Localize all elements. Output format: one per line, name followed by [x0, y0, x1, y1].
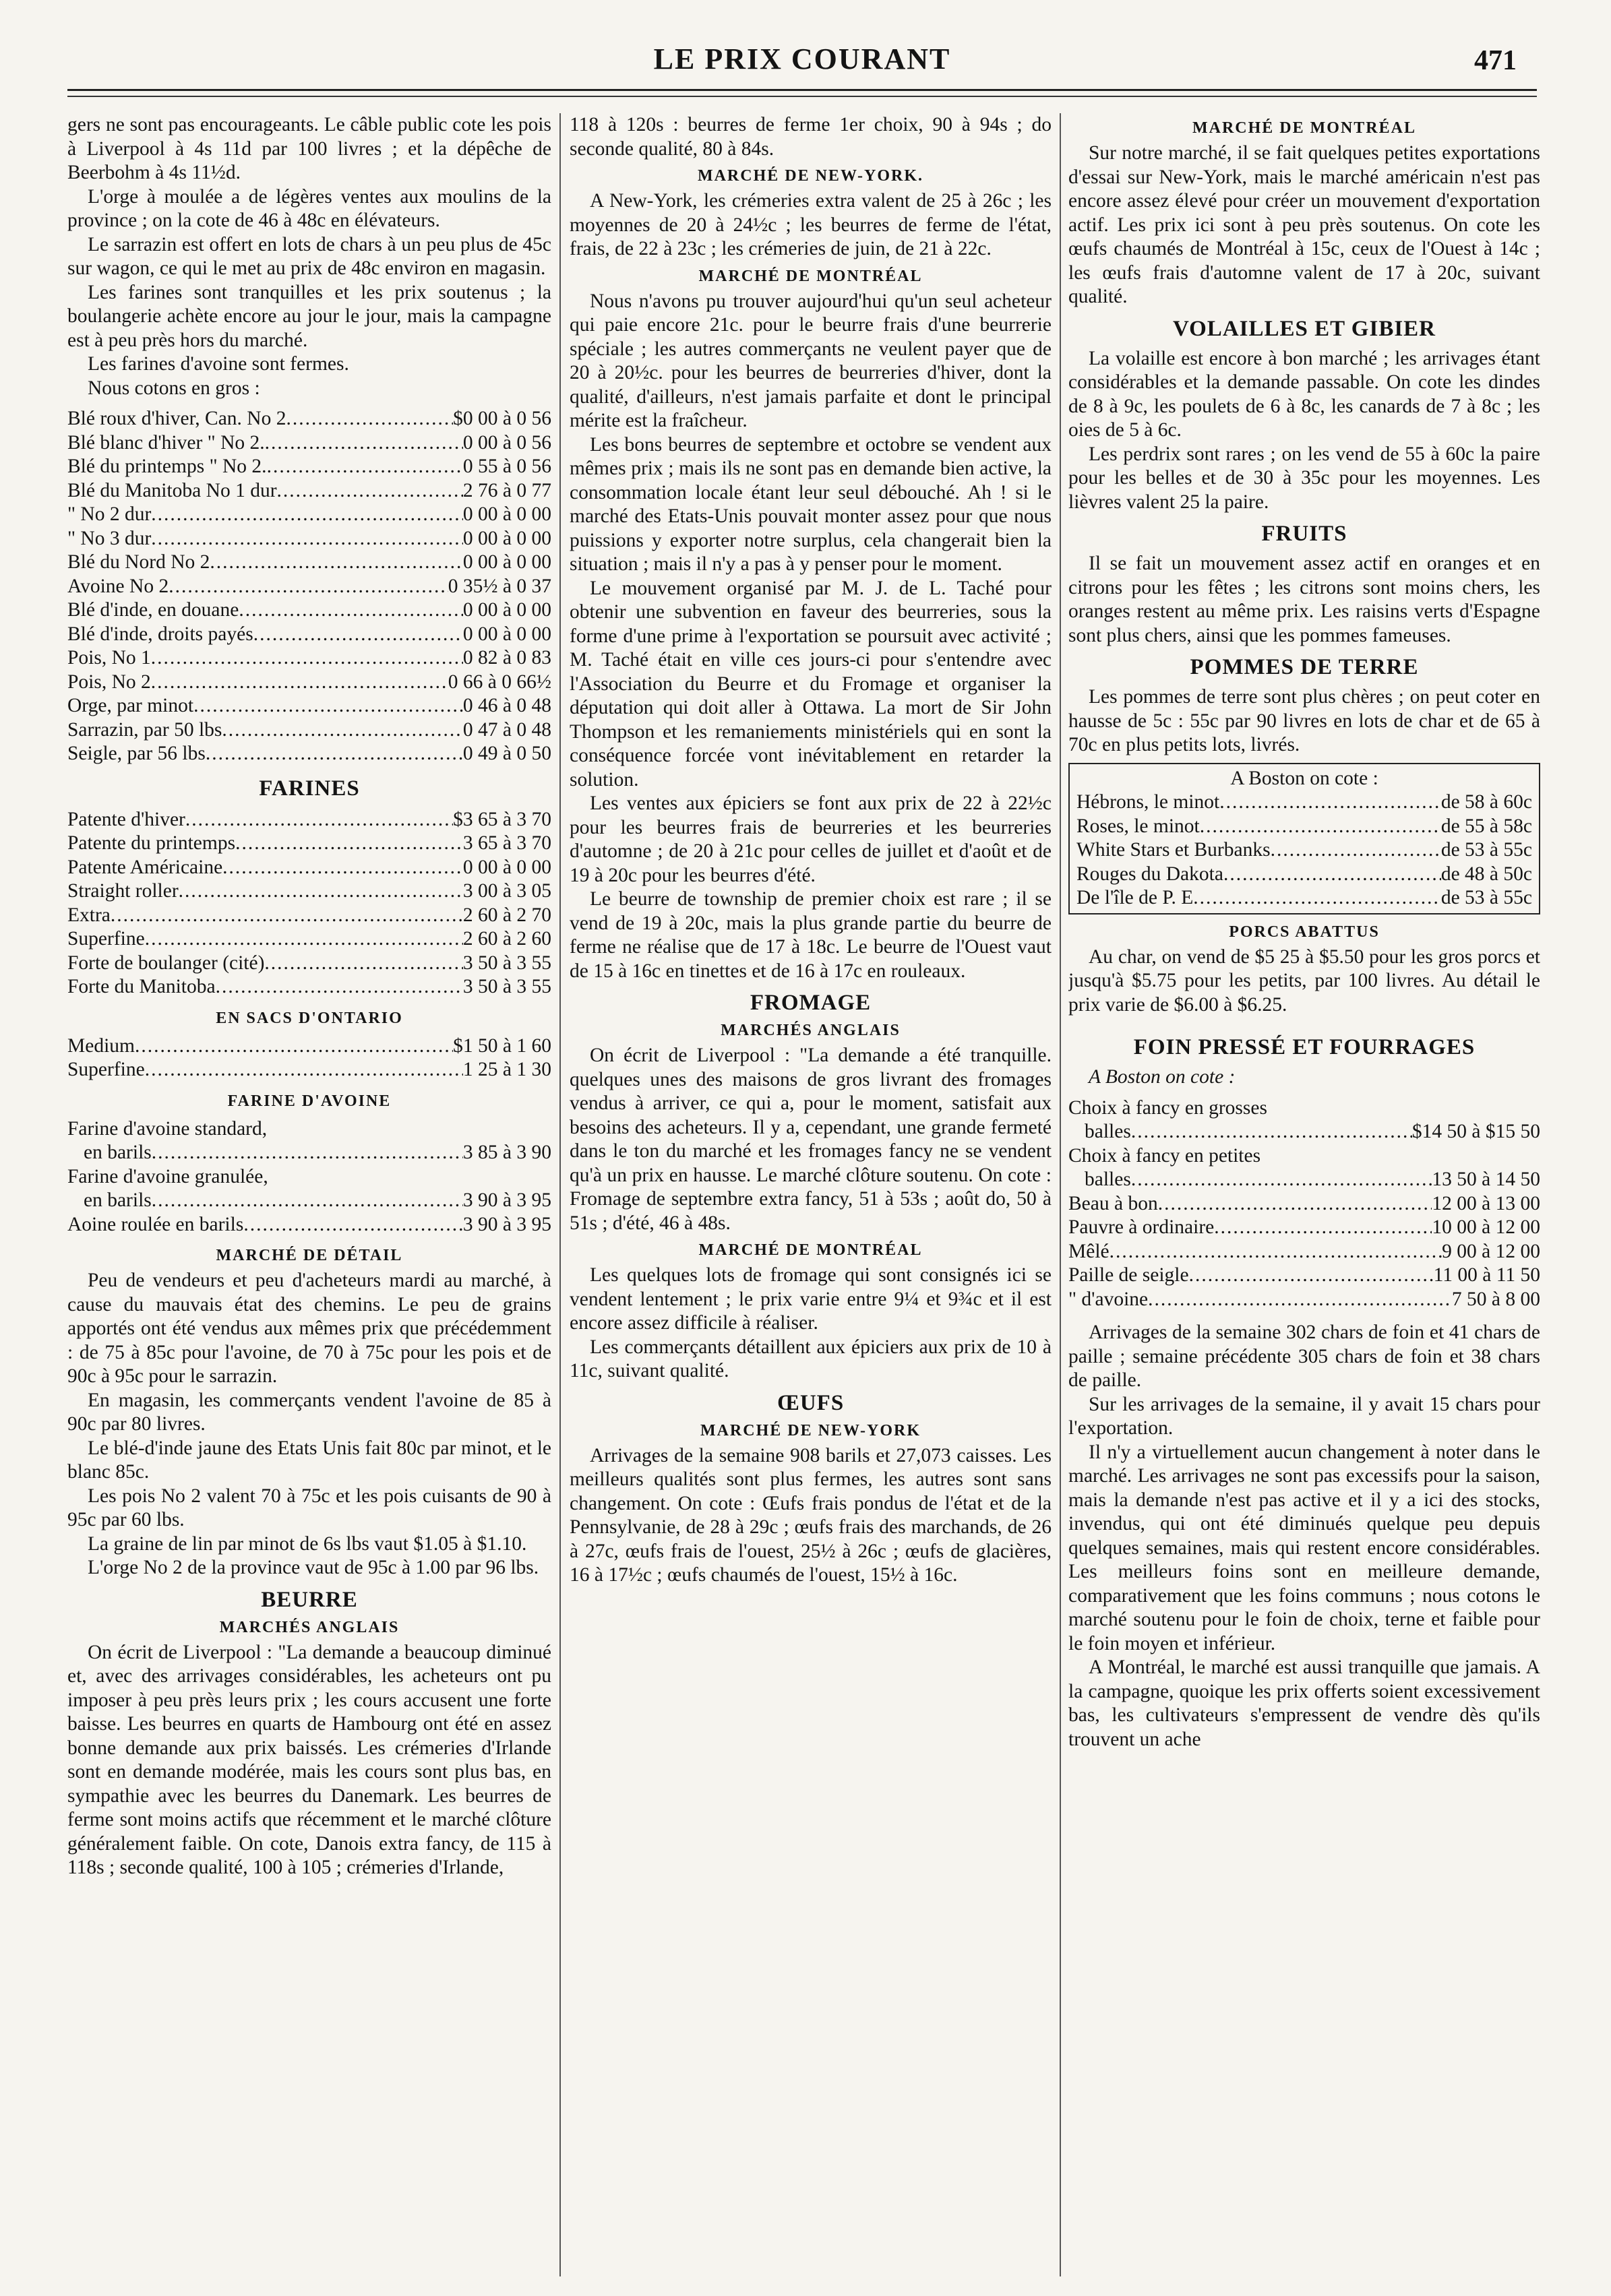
paragraph: En magasin, les commerçants vendent l'avoine de 85 à 90c par 80 livres.	[67, 1389, 551, 1435]
section-heading: FOIN PRESSÉ ET FOURRAGES	[1133, 1035, 1476, 1059]
paragraph: Les ventes aux épiciers se font aux prix de 22 à 22½c pour les beurres frais de beurreries et les beurreries d'automne ; de 20 à 21c pour celles de juillet et d'août et de 19 à 20c pour les beurres d'été.	[570, 793, 1052, 886]
section-heading: POMMES DE TERRE	[1190, 655, 1419, 679]
price-row: White Stars et Burbanks ..... de 53 à 55c	[1076, 838, 1532, 863]
price-row-label: Choix à fancy en petites	[1068, 1144, 1261, 1167]
paragraph: Les quelques lots de fromage qui sont consignés ici se vendent lentement ; le prix varie entre 9¼ et 9¾c et il est encore assez difficile à réaliser.	[570, 1264, 1052, 1334]
price-row: " No 3 dur ..... 0 00 à 0 00	[67, 527, 551, 551]
paragraph: Les commerçants détaillent aux épiciers aux prix de 10 à 11c, suivant qualité.	[570, 1336, 1052, 1382]
price-row: Blé d'inde, en douane ..... 0 00 à 0 00	[67, 598, 551, 623]
paragraph: Il se fait un mouvement assez actif en oranges et en citrons pour les fêtes ; les citrons sont moins chers, les oranges restent au même prix. Les raisins verts d'Espagne sont plus chers, ainsi que les pommes fameuses.	[1068, 553, 1540, 646]
price-row: De l'île de P. E ..... de 53 à 55c	[1076, 886, 1532, 910]
price-row: Beau à bon ..... 12 00 à 13 00	[1068, 1192, 1540, 1216]
paragraph: gers ne sont pas encourageants. Le câble public cote les pois à Liverpool à 4s 11d par 100 livres ; et la dépêche de Beerbohm à 4s 11½d.	[67, 114, 551, 183]
price-row-label: Farine d'avoine standard,	[67, 1117, 268, 1140]
price-row: Seigle, par 56 lbs ..... 0 49 à 0 50	[67, 742, 551, 766]
column-divider	[559, 113, 561, 2276]
price-row: Forte de boulanger (cité) ..... 3 50 à 3 55	[67, 952, 551, 976]
paragraph: Les pois No 2 valent 70 à 75c et les pois cuisants de 90 à 95c par 60 lbs.	[67, 1485, 551, 1530]
paragraph: Nous cotons en gros :	[88, 377, 260, 399]
subsection-heading: MARCHÉ DE DÉTAIL	[216, 1247, 403, 1264]
price-row: Medium ..... $1 50 à 1 60	[67, 1034, 551, 1059]
price-row: en barils ..... 3 90 à 3 95	[67, 1189, 551, 1213]
column-3	[1068, 113, 1540, 2276]
list-intro: A Boston on cote :	[1089, 1066, 1236, 1088]
price-row: Forte du Manitoba ..... 3 50 à 3 55	[67, 975, 551, 999]
column-2	[570, 113, 1052, 2276]
paragraph: On écrit de Liverpool : "La demande a été tranquille. quelques unes des maisons de gros livrant des fromages vendus à arriver, ce qui a, pour le moment, satisfait aux besoins des acheteurs. Il y a, cependant, une grande fermeté dans le ton du marché et les fromages fancy ne se vendent qu'à un prix en hausse. Le marché clôture soutenu. On cote : Fromage de septembre extra fancy, 51 à 53s ; août do, 50 à 51s ; d'été, 46 à 48s.	[570, 1045, 1052, 1234]
oat-flour-price-list	[67, 1117, 551, 1237]
price-row: " d'avoine ..... 7 50 à 8 00	[1068, 1288, 1540, 1312]
price-row: Extra ..... 2 60 à 2 70	[67, 904, 551, 928]
paragraph: La volaille est encore à bon marché ; les arrivages étant considérables et la demande passable. On cote les dindes de 8 à 9c, les poulets de 6 à 8c, les canards de 7 à 8c ; les oies de 5 à 6c.	[1068, 347, 1540, 441]
price-row: Roses, le minot ..... de 55 à 58c	[1076, 815, 1532, 839]
paragraph: Peu de vendeurs et peu d'acheteurs mardi au marché, à cause du mauvais état des chemins. Le peu de grains apportés ont été vendus aux mêmes prix que précédemment : de 75 à 85c pour l'avoine, de 70 à 75c pour les pois et de 90c à 95c pour le sarrazin.	[67, 1270, 551, 1387]
price-row: Superfine ..... 1 25 à 1 30	[67, 1058, 551, 1082]
price-row: Patente du printemps ..... 3 65 à 3 70	[67, 832, 551, 856]
section-heading: FARINES	[259, 776, 360, 801]
price-row: Pauvre à ordinaire ..... 10 00 à 12 00	[1068, 1216, 1540, 1240]
price-row: balles ..... $14 50 à $15 50	[1068, 1120, 1540, 1144]
price-row: balles ..... 13 50 à 14 50	[1068, 1168, 1540, 1192]
header-rule	[67, 96, 1537, 97]
subsection-heading: MARCHÉ DE MONTRÉAL	[698, 267, 923, 285]
page-number: 471	[1474, 45, 1517, 76]
hay-price-list	[1068, 1096, 1540, 1312]
price-row-label: Farine d'avoine granulée,	[67, 1165, 268, 1187]
paragraph: Les perdrix sont rares ; on les vend de 55 à 60c la paire pour les belles et de 30 à 35c pour les moyennes. Les lièvres valent 25 la paire.	[1068, 443, 1540, 513]
subsection-heading: MARCHÉ DE NEW-YORK	[700, 1421, 921, 1439]
price-row: Orge, par minot ..... 0 46 à 0 48	[67, 694, 551, 718]
price-row-label: Choix à fancy en grosses	[1068, 1096, 1267, 1119]
section-heading: BEURRE	[261, 1587, 358, 1612]
price-row: Sarrazin, par 50 lbs ..... 0 47 à 0 48	[67, 718, 551, 743]
grain-price-list	[67, 407, 551, 766]
paragraph: Les pommes de terre sont plus chères ; on peut coter en hausse de 5c : 55c par 90 livres en lots de char et de 65 à 70c en plus petits lots, livrés.	[1068, 686, 1540, 755]
boston-potato-prices	[1068, 763, 1540, 914]
paragraph: Arrivages de la semaine 908 barils et 27,073 caisses. Les meilleurs qualités sont plus fermes, les autres sont sans changement. On cote : Œufs frais pondus de l'état et de la Pennsylvanie, de 28 à 29c ; œufs frais des marchands, de 26 à 27c, œufs frais de l'ouest, 25½ à 26c ; œufs de glacières, 16 à 17½c ; œufs chaumés de l'ouest, 15½ à 16c.	[570, 1444, 1052, 1586]
price-row: Blé blanc d'hiver " No 2. ..... 0 00 à 0 56	[67, 431, 551, 456]
price-row: Pois, No 2 ..... 0 66 à 0 66½	[67, 671, 551, 695]
price-row: Blé du printemps " No 2. ..... 0 55 à 0 56	[67, 455, 551, 479]
price-row: Patente Américaine ..... 0 00 à 0 00	[67, 856, 551, 880]
paragraph: Le sarrazin est offert en lots de chars à un peu plus de 45c sur wagon, ce qui le met au prix de 48c environ en magasin.	[67, 233, 551, 279]
paragraph: Sur notre marché, il se fait quelques petites exportations d'essai sur New-York, mais le marché américain n'est pas encore assez élevé pour créer un mouvement d'exportation actif. Les prix ici sont à peu près soutenus. On cote les œufs chaumés de Montréal à 15c, ceux de l'Ouest à 14c ; les œufs frais d'automne valent de 17 à 20c, suivant qualité.	[1068, 142, 1540, 307]
paragraph: Les bons beurres de septembre et octobre se vendent aux mêmes prix ; mais ils ne sont pas en demande bien active, la consommation locale étant leur seul débouché. Ah ! si le marché des Etats-Unis pouvait monter assez pour que nous puissions y exporter notre surplus, cela changerait bien la situation ; mais il n'y a pas à y penser pour le moment.	[570, 433, 1052, 575]
paragraph: Le mouvement organisé par M. J. de L. Taché pour obtenir une subvention en faveur des beurreries, sous la forme d'une prime à l'exportation se poursuit avec activité ; M. Taché était en ville ces jours-ci pour s'entendre avec l'Association du Beurre et du Fromage et organiser la députation qui doit aller à Ottawa. La mort de Sir John Thompson et les remaniements ministériels qui en sont la conséquence forcée vont inévitablement en retarder la solution.	[570, 577, 1052, 790]
paragraph: A New-York, les crémeries extra valent de 25 à 26c ; les moyennes de 20 à 24½c ; les beurres de ferme de l'état, frais, de 22 à 23c ; les crémeries de juin, de 21 à 22c.	[570, 190, 1052, 259]
paragraph: Le blé-d'inde jaune des Etats Unis fait 80c par minot, et le blanc 85c.	[67, 1437, 551, 1483]
price-row: Blé du Nord No 2 ..... 0 00 à 0 00	[67, 551, 551, 575]
paragraph: La graine de lin par minot de 6s lbs vaut $1.05 à $1.10.	[88, 1532, 527, 1555]
subsection-heading: EN SACS D'ONTARIO	[216, 1009, 403, 1027]
price-row: Blé roux d'hiver, Can. No 2 ..... $0 00 à 0 56	[67, 407, 551, 431]
subsection-heading: FARINE D'AVOINE	[227, 1092, 392, 1110]
section-heading: VOLAILLES ET GIBIER	[1172, 316, 1436, 341]
paragraph: On écrit de Liverpool : "La demande a beaucoup diminué et, avec des arrivages considérables, les acheteurs ont pu imposer à peu près leurs prix ; les cours accusent une forte baisse. Les beurres en quarts de Hambourg ont été en assez bonne demande aux prix baissés. Les crémeries d'Irlande sont en demande modérée, mais les cours sont plus bas, en sympathie avec les beurres du Danemark. Les beurres de ferme sont moins actifs que récemment et le marché clôture généralement faible. On cote, Danois extra fancy, de 115 à 118s ; seconde qualité, 100 à 105 ; crémeries d'Irlande,	[67, 1641, 551, 1878]
price-row: Rouges du Dakota ..... de 48 à 50c	[1076, 863, 1532, 887]
sacks-price-list	[67, 1034, 551, 1082]
price-row: en barils ..... 3 85 à 3 90	[67, 1141, 551, 1165]
price-row: " No 2 dur ..... 0 00 à 0 00	[67, 503, 551, 527]
section-heading: ŒUFS	[777, 1390, 845, 1415]
paragraph: L'orge No 2 de la province vaut de 95c à 1.00 par 96 lbs.	[88, 1557, 539, 1578]
price-row: Aoine roulée en barils ..... 3 90 à 3 95	[67, 1213, 551, 1237]
paragraph: Nous n'avons pu trouver aujourd'hui qu'un seul acheteur qui paie encore 21c. pour le beurre frais d'une beurrerie spéciale ; les autres commerçants ne veulent payer que de 20 à 20½c. pour les beurres de beurreries d'hiver, dont la qualité, d'ailleurs, n'est jamais parfaite et dont le principal mérite est la fraîcheur.	[570, 290, 1052, 431]
paragraph: A Montréal, le marché est aussi tranquille que jamais. A la campagne, quoique les prix offerts soient excessivement bas, les cultivateurs s'empressent de vendre dès qu'ils trouvent un ache	[1068, 1656, 1540, 1750]
paragraph: Au char, on vend de $5 25 à $5.50 pour les gros porcs et jusqu'à $5.75 pour les petits, par 100 livres. Au détail le prix varie de $6.00 à $6.25.	[1068, 945, 1540, 1016]
price-row: Straight roller ..... 3 00 à 3 05	[67, 879, 551, 904]
price-row: Superfine ..... 2 60 à 2 60	[67, 927, 551, 952]
price-row: Avoine No 2 ..... 0 35½ à 0 37	[67, 575, 551, 599]
price-row: Blé du Manitoba No 1 dur ..... 2 76 à 0 77	[67, 479, 551, 503]
paragraph: Arrivages de la semaine 302 chars de foin et 41 chars de paille ; semaine précédente 305 chars de foin et 38 chars de paille.	[1068, 1322, 1540, 1391]
list-intro: A Boston on cote :	[1230, 767, 1378, 789]
price-row: Blé d'inde, droits payés ..... 0 00 à 0 00	[67, 623, 551, 647]
paragraph: Les farines sont tranquilles et les prix soutenus ; la boulangerie achète encore au jour le jour, mais la campagne est à peu près hors du marché.	[67, 281, 551, 351]
subsection-heading: MARCHÉ DE MONTRÉAL	[698, 1241, 923, 1259]
subsection-heading: PORCS ABATTUS	[1229, 923, 1380, 941]
column-divider	[1060, 113, 1061, 2276]
price-row: Mêlé ..... 9 00 à 12 00	[1068, 1240, 1540, 1264]
section-heading: FROMAGE	[750, 991, 872, 1015]
subsection-heading: MARCHÉ DE MONTRÉAL	[1192, 119, 1416, 137]
paragraph: Les farines d'avoine sont fermes.	[88, 353, 349, 375]
paragraph: Sur les arrivages de la semaine, il y avait 15 chars pour l'exportation.	[1068, 1393, 1540, 1439]
paragraph: Il n'y a virtuellement aucun changement à noter dans le marché. Les arrivages ne sont pas excessifs pour la saison, mais la demande n'est pas active et il y a ici des stocks, invendus, qui ont été diminués quelque peu depuis quelques semaines, mais qui restent encore considérables. Les meilleurs foins sont en meilleure demande, comparativement que les foins communs ; nous cotons le marché soutenu pour le foin de choix, terne et faible pour le foin moyen et inférieur.	[1068, 1441, 1540, 1654]
flour-price-list	[67, 808, 551, 999]
paragraph: L'orge à moulée a de légères ventes aux moulins de la province ; on la cote de 46 à 48c en élévateurs.	[67, 185, 551, 231]
paragraph: 118 à 120s : beurres de ferme 1er choix, 90 à 94s ; do seconde qualité, 80 à 84s.	[570, 114, 1052, 160]
column-1	[67, 113, 551, 2276]
subsection-heading: MARCHÉ DE NEW-YORK.	[697, 167, 924, 185]
price-row: Patente d'hiver ..... $3 65 à 3 70	[67, 808, 551, 832]
price-row: Paille de seigle ..... 11 00 à 11 50	[1068, 1264, 1540, 1288]
section-heading: FRUITS	[1261, 522, 1347, 546]
subsection-heading: MARCHÉS ANGLAIS	[721, 1022, 901, 1039]
subsection-heading: MARCHÉS ANGLAIS	[219, 1618, 400, 1636]
paragraph: Le beurre de township de premier choix est rare ; il se vend de 19 à 20c, mais la plus grande partie du beurre de ferme ne réalise que de 17 à 18c. Le beurre de l'Ouest vaut de 15 à 16c en tinettes et de 16 à 17c en rouleaux.	[570, 888, 1052, 982]
price-row: Pois, No 1 ..... 0 82 à 0 83	[67, 646, 551, 671]
price-row: Hébrons, le minot ..... de 58 à 60c	[1076, 790, 1532, 815]
publication-title: LE PRIX COURANT	[653, 42, 951, 75]
masthead	[67, 42, 1537, 91]
